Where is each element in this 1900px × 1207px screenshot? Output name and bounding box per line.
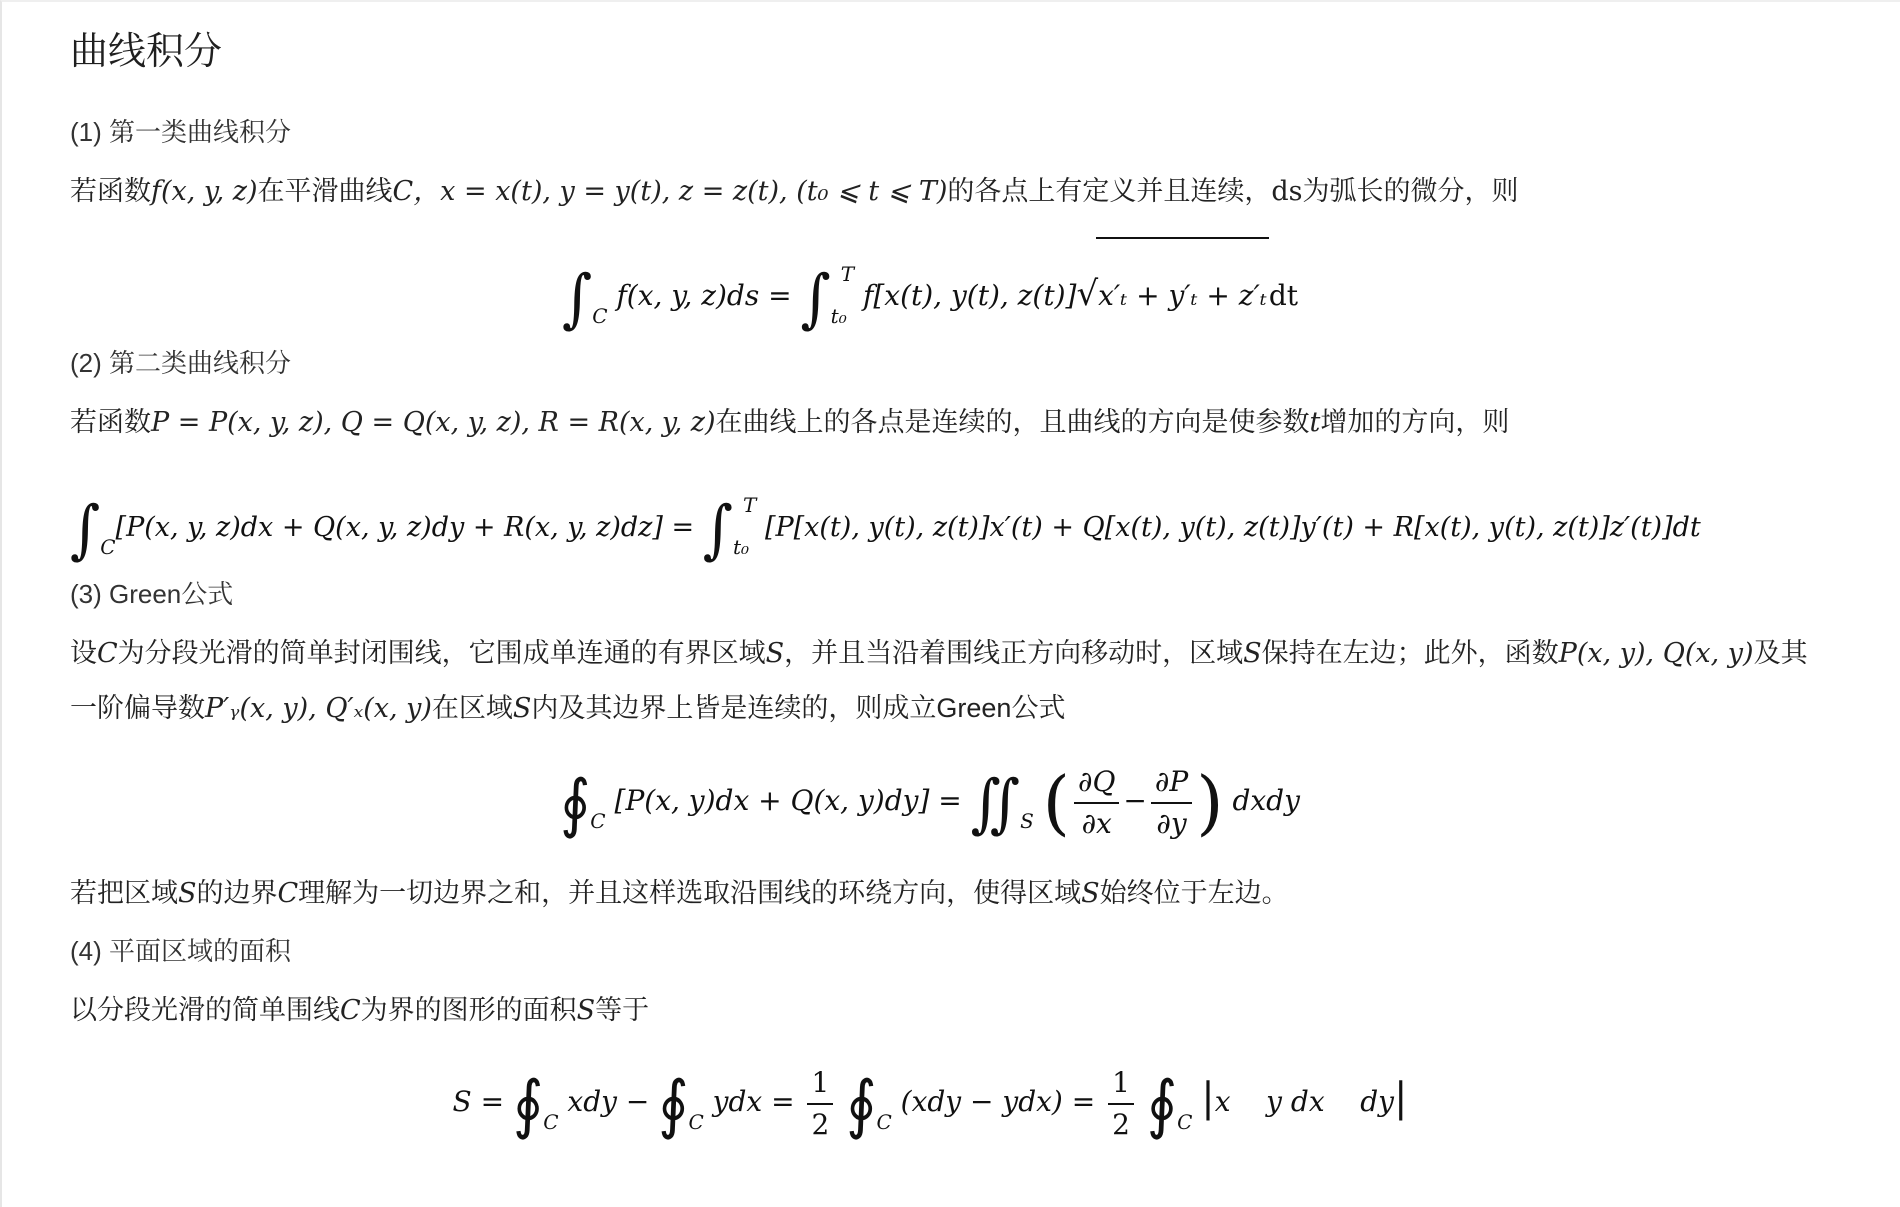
- integral-sign: ∫: [70, 491, 101, 566]
- determinant-bar: |: [1201, 1075, 1215, 1121]
- integral-sign: ∫: [800, 260, 831, 335]
- fraction: $\frac{\partial Q}{\partial x}$: [1074, 762, 1119, 844]
- integral-sign: ∫: [702, 491, 733, 566]
- contour-integral-sign: ∮: [1146, 1066, 1178, 1141]
- contour-integral-sign: ∮: [846, 1066, 877, 1141]
- contour-integral-sign: ∮: [658, 1066, 689, 1141]
- section-text: 设C为分段光滑的简单封闭围线，它围成单连通的有界区域S，并且当沿着围线正方向移动时，区域S保持在左边；此外，函数P(x, y), Q(x, y)及其 一阶偏导数P′ᵧ(x, y), Q′ₓ(x, y)在区域S内及其边界上皆是连续的，则成立Green公式: [70, 638, 1808, 724]
- page-title: 曲线积分: [70, 31, 223, 73]
- fraction-half: $\frac{1}{2}$: [807, 1063, 833, 1145]
- contour-integral-sign: ∮: [560, 765, 591, 840]
- formula-green: $∮_C$ [P(x, y)dx + Q(x, $y)dy] = ∬_S$ ( $\frac{\partial Q}{\partial x}$ − $\frac{\partial P}{\partial y}$ ) dxdy: [560, 761, 1300, 844]
- double-integral-sign: ∬: [970, 765, 1021, 840]
- formula-second-kind: $\int_C[P(x$, y, z)dx + Q(x, y, z)dy + R(x, y, $z)dz] = \int_{t_0}^T$ [P[x(t), y(t), z(t)]x′(t) + Q[x(t), y(t), z(t)]y′(t) + R[x(t), y(t), z(t)]z′(t)]dt: [70, 491, 1701, 566]
- section-first-kind: [70, 112, 1830, 335]
- integral-sign: ∫: [562, 260, 593, 335]
- section-text: 以分段光滑的简单围线C为界的图形的面积S等于: [70, 995, 650, 1026]
- section-green: [70, 574, 1830, 921]
- contour-integral-sign: ∮: [512, 1066, 544, 1141]
- section-heading: (4) 平面区域的面积: [70, 936, 292, 966]
- formula-first-kind: $\int_C$ f(x, y, $z)ds = \int_{t_0}^T$ f[x(t), y(t), z(t)]√x′ₜ + y′ₜ + z′ₜdt: [30, 219, 1830, 329]
- document-content: [70, 20, 1830, 1158]
- section-heading: (3) Green公式: [70, 579, 234, 609]
- section-text: 若把区域S的边界C理解为一切边界之和，并且这样选取沿围线的环绕方向，使得区域S始终位于左边。: [70, 878, 1289, 909]
- fraction-half: $\frac{1}{2}$: [1108, 1063, 1134, 1145]
- formula-area: $S = ∮_C$ xdy − $∮_C$ ydx = $\frac{1}{2}$ $∮_C$ (xdy − ydx) = $\frac{1}{2}$ $∮_C$ |x y dx dy|: [30, 1038, 1830, 1158]
- section-heading: (2) 第二类曲线积分: [70, 348, 292, 378]
- fraction: $\frac{\partial P}{\partial y}$: [1151, 762, 1192, 844]
- section-text: 若函数f(x, y, z)在平滑曲线C，x = x(t), y = y(t), z = z(t), (t₀ ⩽ t ⩽ T)的各点上有定义并且连续，ds为弧长的微分，则: [70, 176, 1519, 207]
- section-area: [70, 931, 1830, 1158]
- determinant-bar: |: [1393, 1075, 1408, 1121]
- section-second-kind: [70, 343, 1830, 566]
- section-heading: (1) 第一类曲线积分: [70, 117, 292, 147]
- section-text: 若函数P = P(x, y, z), Q = Q(x, y, z), R = R(x, y, z)在曲线上的各点是连续的，且曲线的方向是使参数t增加的方向，则: [70, 407, 1510, 438]
